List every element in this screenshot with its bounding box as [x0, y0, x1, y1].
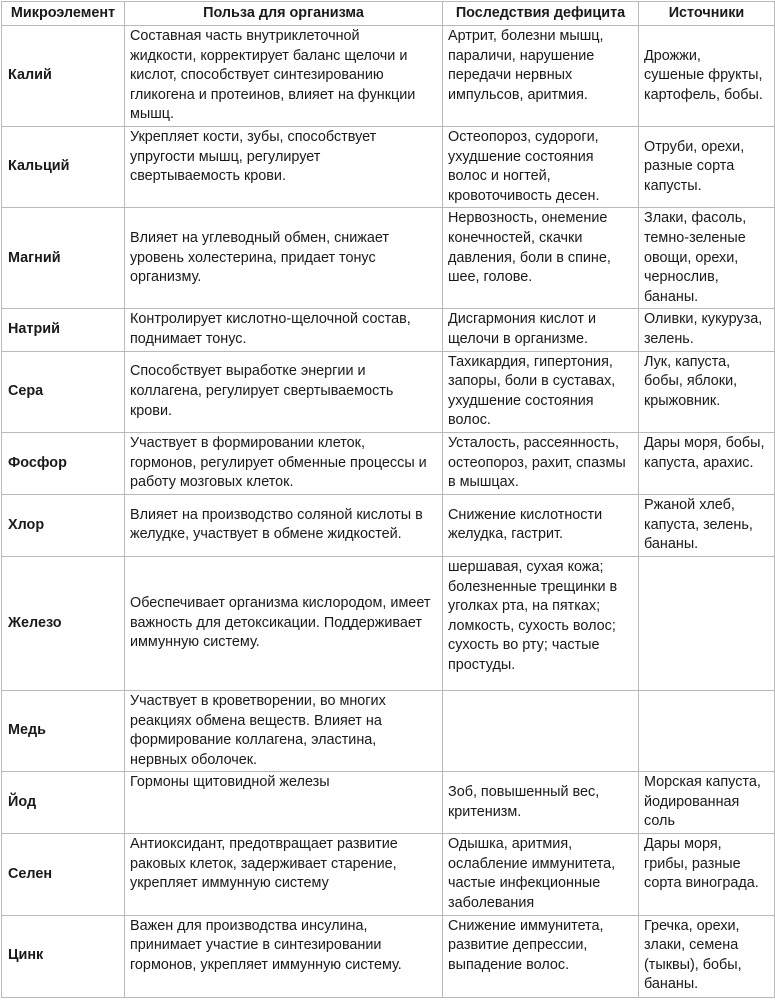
element-name: Фосфор	[2, 432, 125, 494]
deficit-line: конечностей, скачки	[448, 229, 583, 246]
benefit-line: работу мозговых клеток.	[130, 474, 294, 491]
sources-line: Отруби, орехи,	[644, 138, 745, 155]
benefit-line: мышц.	[130, 106, 175, 123]
sources-line: капуста, арахис.	[644, 454, 754, 471]
element-name: Хлор	[2, 494, 125, 556]
benefit-line: Составная часть внутриклеточной	[130, 28, 360, 44]
deficit-line: уголках рта, на пятках;	[448, 598, 601, 615]
table-row	[2, 309, 775, 351]
benefit-cell	[125, 915, 443, 997]
benefit-cell	[125, 772, 443, 834]
table-body	[2, 26, 775, 998]
deficit-cell	[443, 556, 639, 690]
deficit-line: заболевания	[448, 895, 535, 912]
benefit-line: гормонов, укрепляет иммунную систему.	[130, 956, 402, 973]
sources-line: (тыквы), бобы,	[644, 956, 742, 973]
deficit-line: сухость во рту; частые	[448, 637, 600, 654]
deficit-cell	[443, 126, 639, 207]
deficit-line: щелочи в организме.	[448, 330, 589, 347]
sources-line: Гречка, орехи,	[644, 917, 740, 934]
deficit-line: желудка, гастрит.	[448, 526, 564, 543]
deficit-line: кровоточивость десен.	[448, 187, 600, 204]
deficit-line: Усталость, рассеянность,	[448, 434, 620, 451]
deficit-cell	[443, 432, 639, 494]
deficit-line: выпадение волос.	[448, 956, 570, 973]
element-name: Натрий	[2, 309, 125, 351]
sources-line: бобы, яблоки,	[644, 373, 738, 390]
sources-line: йодированная	[644, 793, 740, 810]
benefit-line: жидкости, корректирует баланс щелочи и	[130, 47, 408, 64]
sources-cell	[639, 915, 775, 997]
benefit-line: формирование коллагена, эластина,	[130, 732, 377, 749]
element-name: Кальций	[2, 126, 125, 207]
benefit-cell	[125, 690, 443, 771]
sources-cell	[639, 309, 775, 351]
microelements-table	[1, 1, 775, 998]
benefit-cell	[125, 126, 443, 207]
element-name: Магний	[2, 208, 125, 309]
sources-line: Ржаной хлеб,	[644, 496, 735, 513]
benefit-line: коллагена, регулирует свертываемость	[130, 382, 394, 399]
deficit-line: ломкость, сухость волос;	[448, 617, 616, 634]
deficit-line: в мышцах.	[448, 474, 519, 491]
sources-line: Лук, капуста,	[644, 353, 731, 370]
deficit-line: Остеопороз, судороги,	[448, 128, 599, 145]
benefit-line: Участвует в формировании клеток,	[130, 434, 365, 451]
element-name: Медь	[2, 690, 125, 771]
deficit-line: развитие депрессии,	[448, 937, 588, 954]
sources-line: зелень.	[644, 330, 694, 347]
sources-cell	[639, 772, 775, 834]
sources-line: Морская капуста,	[644, 774, 761, 791]
benefit-cell	[125, 208, 443, 309]
sources-line: бананы.	[644, 288, 699, 305]
table-row	[2, 556, 775, 690]
benefit-line: Участвует в кроветворении, во многих	[130, 692, 386, 709]
benefit-line: гормонов, регулирует обменные процессы и	[130, 454, 427, 471]
sources-line: овощи, орехи,	[644, 249, 739, 266]
benefit-line: Важен для производства инсулина,	[130, 917, 368, 934]
sources-cell	[639, 834, 775, 915]
benefit-line: укрепляет иммунную систему	[130, 875, 329, 892]
benefit-line: Укрепляет кости, зубы, способствует	[130, 128, 377, 145]
deficit-cell	[443, 915, 639, 997]
sources-line: грибы, разные	[644, 855, 741, 872]
sources-line: злаки, семена	[644, 937, 739, 954]
deficit-line: ухудшение состояния	[448, 392, 594, 409]
deficit-line: частые инфекционные	[448, 875, 601, 892]
benefit-line: Влияет на углеводный обмен, снижает	[130, 229, 390, 246]
sources-line: соль	[644, 813, 675, 830]
benefit-line: гликогена и протеинов, влияет на функции	[130, 86, 416, 103]
sources-line: капуста, зелень,	[644, 516, 753, 533]
deficit-line: ухудшение состояния	[448, 148, 594, 165]
table-row	[2, 494, 775, 556]
table-row	[2, 432, 775, 494]
deficit-line: шее, голове.	[448, 269, 533, 286]
deficit-line: Одышка, аритмия,	[448, 836, 573, 853]
deficit-line: Зоб, повышенный вес,	[448, 784, 600, 801]
header-sources: Источники	[639, 2, 775, 26]
sources-cell	[639, 556, 775, 690]
sources-line: Оливки, кукуруза,	[644, 311, 763, 328]
sources-cell	[639, 208, 775, 309]
benefit-cell	[125, 432, 443, 494]
sources-line: Дары моря,	[644, 836, 722, 853]
deficit-line: волос.	[448, 412, 491, 429]
table-row	[2, 26, 775, 127]
header-benefit: Польза для организма	[125, 2, 443, 26]
deficit-cell	[443, 26, 639, 127]
benefit-cell	[125, 351, 443, 432]
deficit-line: простуды.	[448, 656, 516, 673]
sources-line: Дары моря, бобы,	[644, 434, 765, 451]
deficit-line: Снижение иммунитета,	[448, 917, 604, 934]
sources-cell	[639, 26, 775, 127]
benefit-line: важность для детоксикации. Поддерживает	[130, 614, 423, 631]
deficit-line: Нервозность, онемение	[448, 210, 608, 227]
sources-cell	[639, 432, 775, 494]
deficit-line: критенизм.	[448, 803, 522, 820]
benefit-cell	[125, 309, 443, 351]
benefit-cell	[125, 26, 443, 127]
element-name: Селен	[2, 834, 125, 915]
sources-cell	[639, 494, 775, 556]
deficit-line: шершавая, сухая кожа;	[448, 558, 604, 575]
table-row	[2, 772, 775, 834]
benefit-line: крови.	[130, 402, 172, 419]
table-row	[2, 208, 775, 309]
benefit-line: упругости мышц, регулирует	[130, 148, 321, 165]
element-name: Йод	[2, 772, 125, 834]
deficit-cell	[443, 351, 639, 432]
benefit-cell	[125, 834, 443, 915]
benefit-line: принимает участие в синтезировании	[130, 937, 382, 954]
sources-line: бананы.	[644, 536, 699, 553]
header-element: Микроэлемент	[2, 2, 125, 26]
benefit-line: свертываемость крови.	[130, 168, 286, 185]
sources-cell	[639, 351, 775, 432]
benefit-line: Влияет на производство соляной кислоты в	[130, 506, 423, 523]
table-row	[2, 690, 775, 771]
deficit-line: запоры, боли в суставах,	[448, 373, 616, 390]
table-row	[2, 915, 775, 997]
benefit-line: Контролирует кислотно-щелочной состав,	[130, 311, 411, 328]
element-name: Цинк	[2, 915, 125, 997]
deficit-line: импульсов, аритмия.	[448, 86, 588, 103]
deficit-cell	[443, 309, 639, 351]
sources-line: темно-зеленые	[644, 229, 746, 246]
deficit-line: передачи нервных	[448, 67, 573, 84]
deficit-cell	[443, 834, 639, 915]
sources-cell	[639, 690, 775, 771]
deficit-line: болезненные трещинки в	[448, 578, 618, 595]
benefit-line: иммунную систему.	[130, 634, 260, 651]
element-name: Калий	[2, 26, 125, 127]
sources-line: сушеные фрукты,	[644, 67, 763, 84]
deficit-cell	[443, 690, 639, 771]
table-row	[2, 351, 775, 432]
deficit-cell	[443, 494, 639, 556]
benefit-line: кислот, способствует синтезированию	[130, 67, 384, 84]
benefit-cell	[125, 556, 443, 690]
deficit-line: давления, боли в спине,	[448, 249, 611, 266]
header-deficit: Последствия дефицита	[443, 2, 639, 26]
deficit-line: Дисгармония кислот и	[448, 311, 596, 328]
benefit-line: уровень холестерина, придает тонус	[130, 249, 376, 266]
element-name: Железо	[2, 556, 125, 690]
benefit-line: раковых клеток, задерживает старение,	[130, 855, 397, 872]
benefit-line: Гормоны щитовидной железы	[130, 774, 330, 791]
sources-line: капусты.	[644, 177, 702, 194]
table-row	[2, 126, 775, 207]
element-name: Сера	[2, 351, 125, 432]
sources-line: Злаки, фасоль,	[644, 210, 747, 227]
benefit-line: организму.	[130, 269, 202, 286]
sources-line: Дрожжи,	[644, 47, 701, 64]
deficit-cell	[443, 772, 639, 834]
sources-line: сорта винограда.	[644, 875, 759, 892]
deficit-line: параличи, нарушение	[448, 47, 595, 64]
sources-line: бананы.	[644, 976, 699, 993]
deficit-line: Снижение кислотности	[448, 506, 603, 523]
benefit-line: Антиоксидант, предотвращает развитие	[130, 836, 398, 853]
header-row	[2, 2, 775, 26]
deficit-line: Артрит, болезни мышц,	[448, 28, 604, 44]
deficit-line: волос и ногтей,	[448, 168, 551, 185]
benefit-line: реакциях обмена веществ. Влияет на	[130, 712, 382, 729]
deficit-line: Тахикардия, гипертония,	[448, 353, 613, 370]
benefit-line: Обеспечивает организма кислородом, имеет	[130, 595, 431, 612]
deficit-line: ослабление иммунитета,	[448, 855, 616, 872]
table-row	[2, 834, 775, 915]
benefit-cell	[125, 494, 443, 556]
deficit-line: остеопороз, рахит, спазмы	[448, 454, 626, 471]
sources-line: крыжовник.	[644, 392, 721, 409]
benefit-line: Способствует выработке энергии и	[130, 363, 366, 380]
sources-cell	[639, 126, 775, 207]
benefit-line: нервных оболочек.	[130, 751, 258, 768]
benefit-line: поднимает тонус.	[130, 330, 247, 347]
sources-line: разные сорта	[644, 158, 735, 175]
sources-line: картофель, бобы.	[644, 86, 763, 103]
sources-line: чернослив,	[644, 269, 719, 286]
deficit-cell	[443, 208, 639, 309]
benefit-line: желудке, участвует в обмене жидкостей.	[130, 526, 402, 543]
